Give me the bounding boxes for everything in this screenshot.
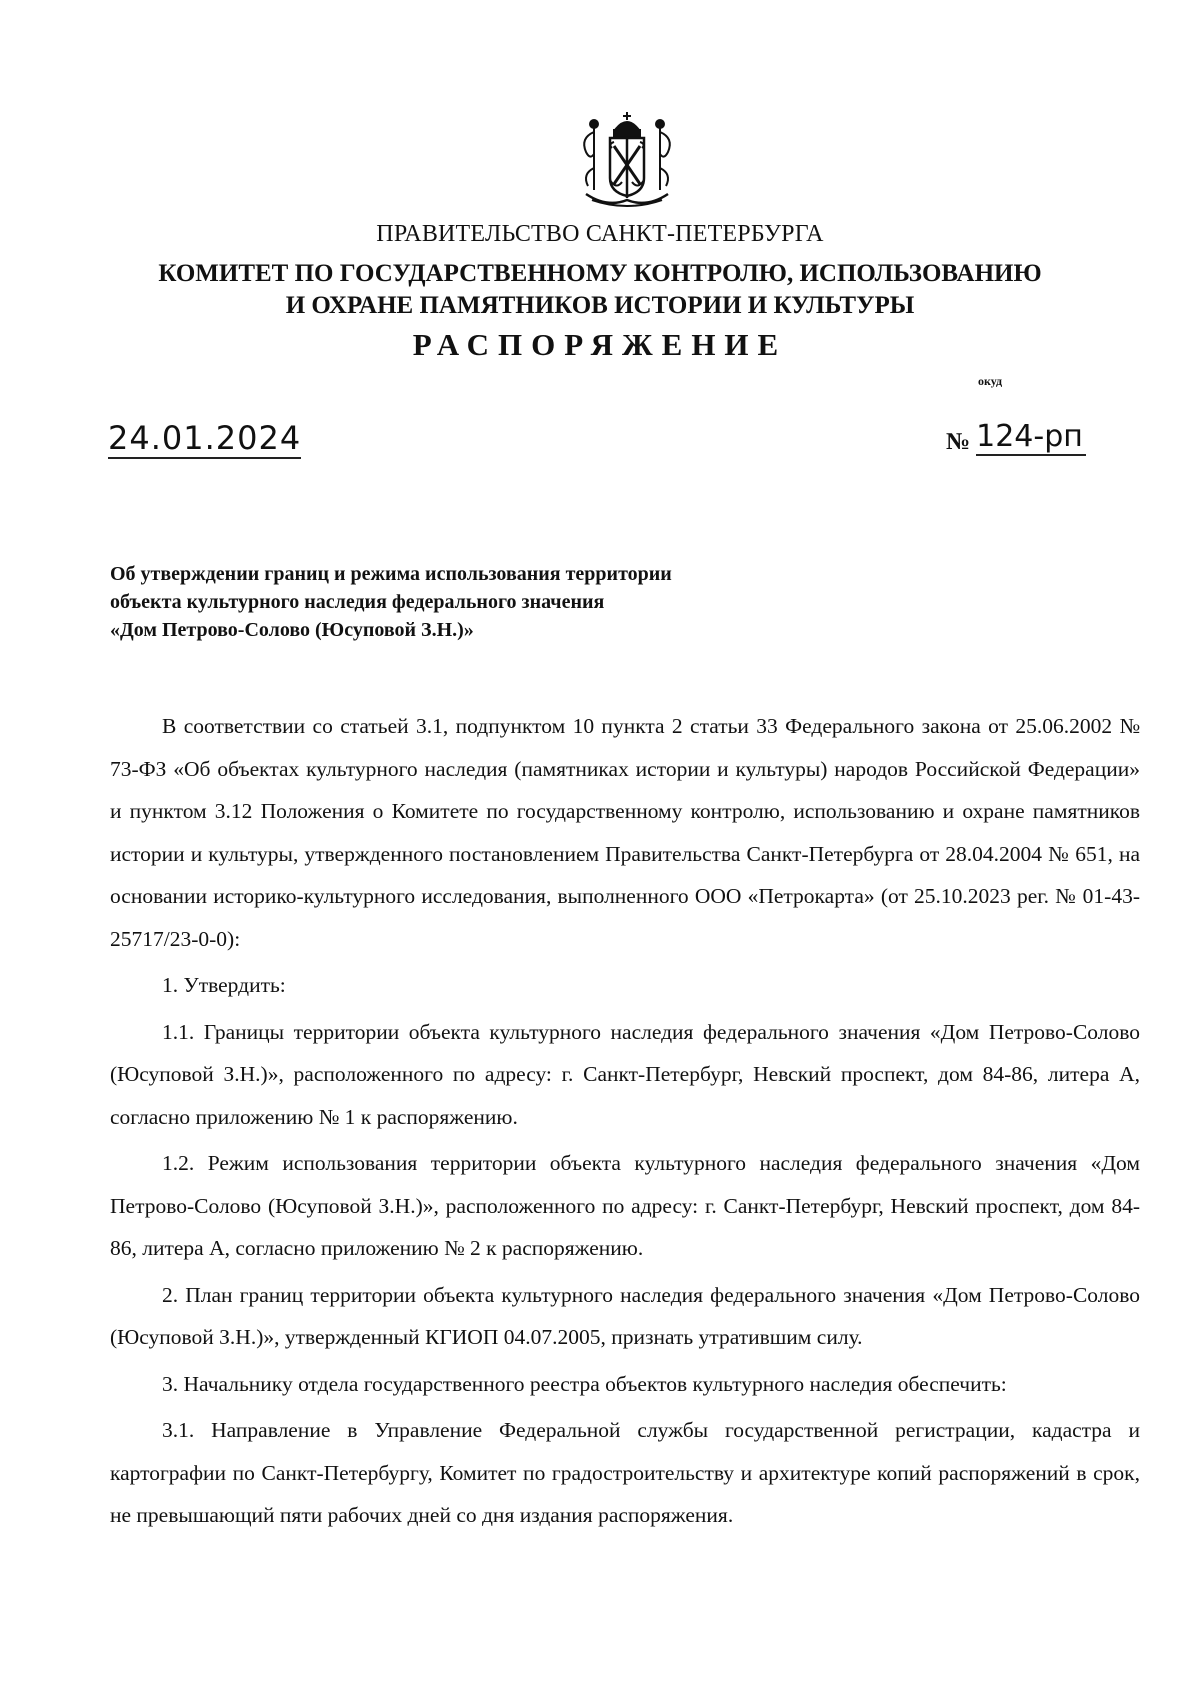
paragraph-item-1: 1. Утвердить: xyxy=(162,973,286,997)
document-date: 24.01.2024 xyxy=(108,419,302,457)
paragraph-preamble: В соответствии со статьей 3.1, подпунктом 10 пункта 2 статьи 33 Федерального закона от 25.06.2002 № 73-ФЗ «Об объектах культурного наследия (памятниках истории и культуры) народов Российской Федерации» и пунктом 3.12 Положения о Комитете по государственному контролю, использованию и охране памятников истории и культуры, утвержденного постановлением Правительства Санкт-Петербурга от 28.04.2004 № 651, на основании историко-культурного исследования, выполненного ООО «Петрокарта» (от 25.10.2023 рег. № 01-43-25717/23-0-0): xyxy=(110,714,1140,951)
paragraph-item-3-1: 3.1. Направление в Управление Федеральной службы государственной регистрации, кадастра и картографии по Санкт-Петербургу, Комитет по градостроительству и архитектуре копий распоряжений в срок, не превышающий пяти рабочих дней со дня издания распоряжения. xyxy=(110,1418,1140,1527)
document-subject xyxy=(110,560,870,644)
document-number-value: 124-рп xyxy=(976,420,1086,456)
subject-line-1: Об утверждении границ и режима использования территории xyxy=(110,563,672,585)
committee-title xyxy=(0,258,1200,322)
document-number xyxy=(946,420,1086,460)
document-type: РАСПОРЯЖЕНИЕ xyxy=(412,327,788,362)
paragraph-item-1-2: 1.2. Режим использования территории объекта культурного наследия федерального значения «Дом Петрово-Солово (Юсуповой З.Н.)», расположенного по адресу: г. Санкт-Петербург, Невский проспект, дом 84-86, литера А, согласно приложению № 2 к распоряжению. xyxy=(110,1151,1140,1260)
government-title: ПРАВИТЕЛЬСТВО САНКТ-ПЕТЕРБУРГА xyxy=(376,221,824,247)
subject-line-2: объекта культурного наследия федерального значения xyxy=(110,591,605,613)
subject-line-3: «Дом Петрово-Солово (Юсуповой З.Н.)» xyxy=(110,619,474,641)
paragraph-item-3: 3. Начальнику отдела государственного реестра объектов культурного наследия обеспечить: xyxy=(162,1371,1007,1396)
okud-label: окуд xyxy=(978,374,1003,388)
committee-title-line-1: КОМИТЕТ ПО ГОСУДАРСТВЕННОМУ КОНТРОЛЮ, ИСПОЛЬЗОВАНИЮ xyxy=(158,260,1042,287)
committee-title-line-2: И ОХРАНЕ ПАМЯТНИКОВ ИСТОРИИ И КУЛЬТУРЫ xyxy=(285,292,915,319)
st-petersburg-coat-of-arms-icon xyxy=(572,108,682,212)
paragraph-item-1-1: 1.1. Границы территории объекта культурного наследия федерального значения «Дом Петрово-Солово (Юсуповой З.Н.)», расположенного по адресу: г. Санкт-Петербург, Невский проспект, дом 84-86, литера А, согласно приложению № 1 к распоряжению. xyxy=(110,1019,1140,1129)
document-number-label: № xyxy=(946,429,971,455)
document-body xyxy=(110,705,1140,1537)
paragraph-item-2: 2. План границ территории объекта культурного наследия федерального значения «Дом Петрово-Солово (Юсуповой З.Н.)», утвержденный КГИОП 04.07.2005, признать утратившим силу. xyxy=(110,1282,1140,1349)
